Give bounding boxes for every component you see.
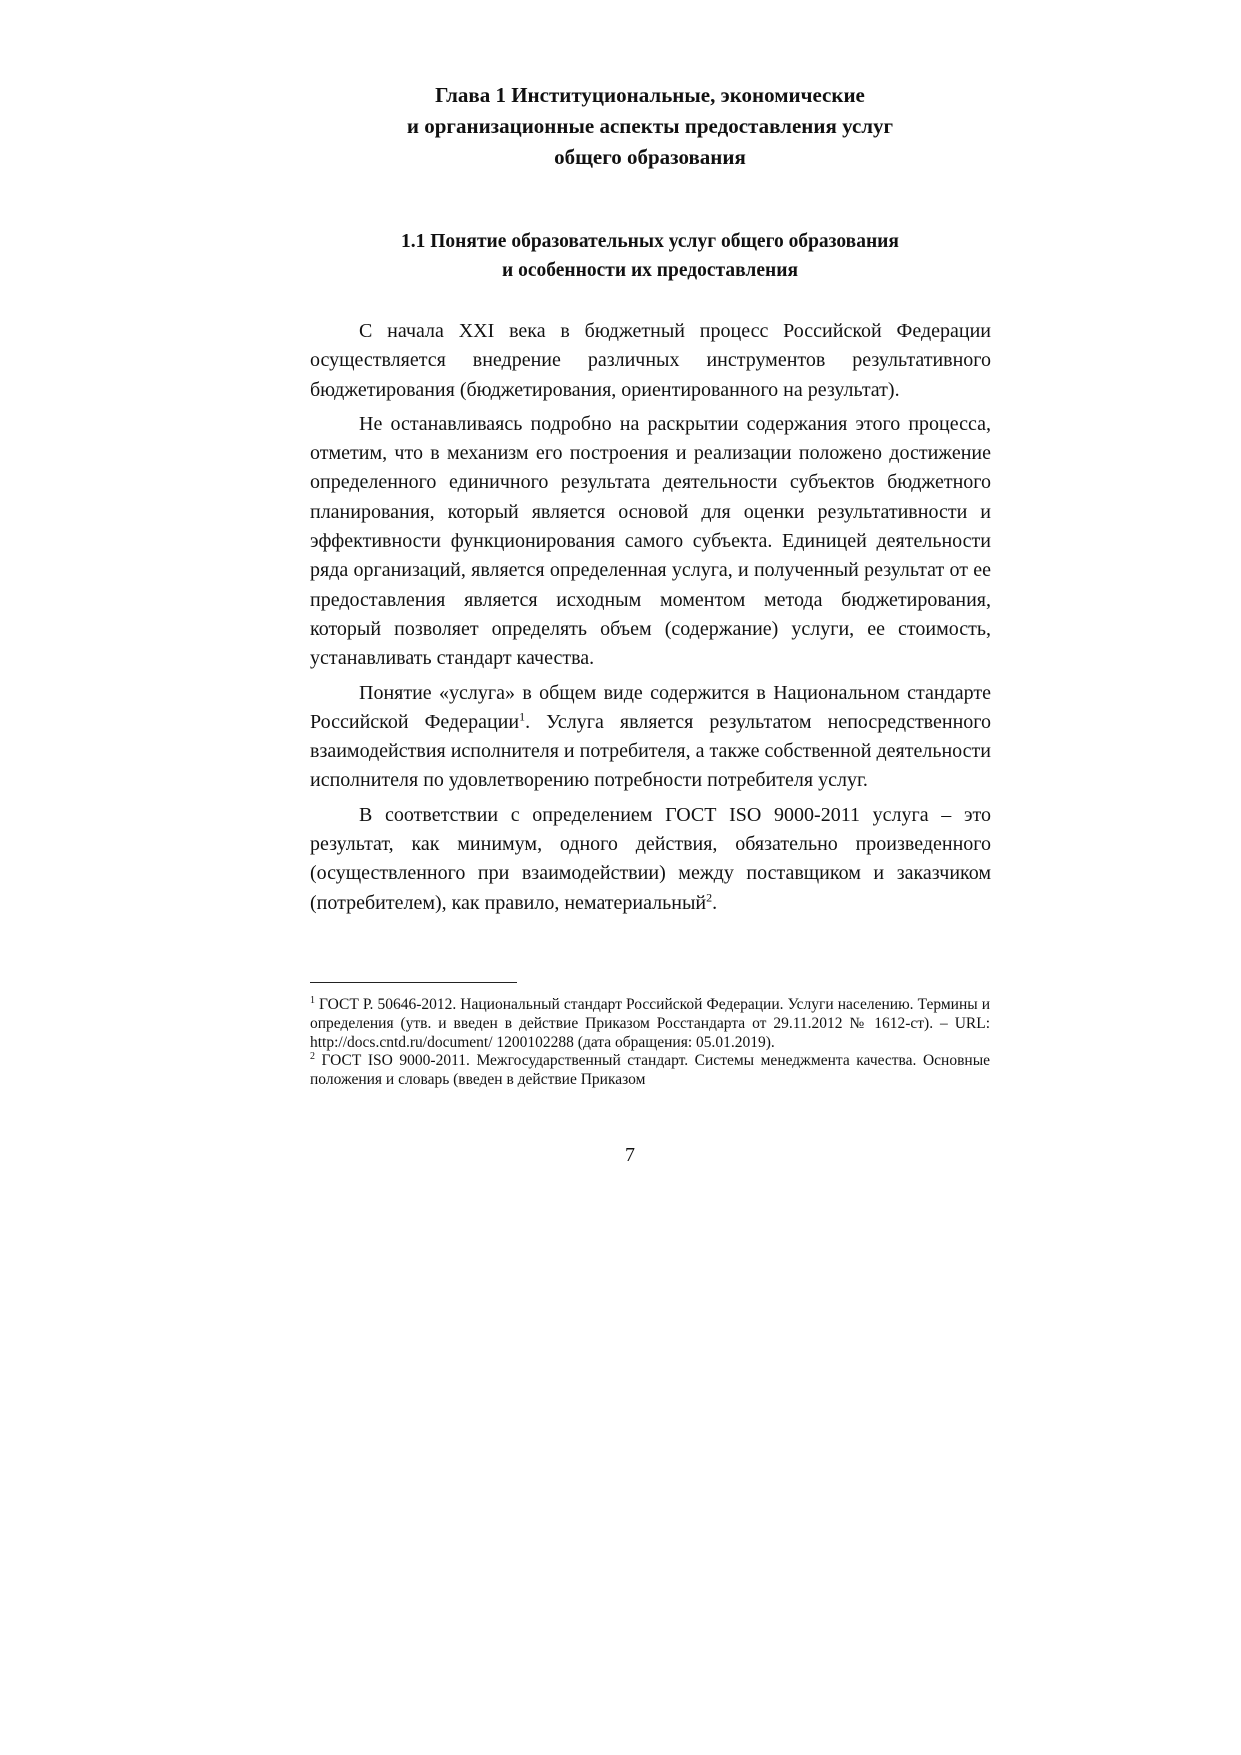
footnotes (310, 996, 990, 1090)
chapter-title-line: и организационные аспекты предоставления услуг (406, 114, 894, 138)
footnote-divider (310, 982, 517, 983)
footnote-text: ГОСТ Р. 50646-2012. Национальный стандарт Российской Федерации. Услуги населению. Термины и определения (утв. и введен в действие Приказом Росстандарта от 29.11.2012 № 1612-ст). – URL: http://docs.cntd.ru/document/ 1200102288 (дата обращения: 05.01.2019). (310, 996, 990, 1051)
paragraph-3-text-a: Понятие «услуга» в общем виде содержится в Национальном стандарте Российской Федерации (310, 681, 991, 733)
footnote-mark: 2 (310, 1051, 315, 1063)
page-number: 7 (625, 1144, 635, 1166)
footnote-ref-1[interactable]: 1 (519, 709, 526, 724)
paragraph-4 (310, 801, 991, 918)
footnote-mark: 1 (310, 994, 315, 1006)
paragraph-1: С начала XXI века в бюджетный процесс Российской Федерации осуществляется внедрение различных инструментов результативного бюджетирования (бюджетирования, ориентированного на результат). (310, 320, 991, 401)
paragraph-2: Не останавливаясь подробно на раскрытии содержания этого процесса, отметим, что в механизм его построения и реализации положено достижение определенного единичного результата деятельности субъектов бюджетного планирования, который является основой для оценки результативности и эффективности функционирования самого субъекта. Единицей деятельности ряда организаций, является определенная услуга, и полученный результат от ее предоставления является исходным моментом метода бюджетирования, который позволяет определять объем (содержание) услуги, ее стоимость, устанавливать стандарт качества. (310, 412, 991, 670)
footnote-1 (310, 996, 990, 1052)
footnote-text: ГОСТ ISO 9000-2011. Межгосударственный стандарт. Системы менеджмента качества. Основные положения и словарь (введен в действие Приказом (310, 1052, 990, 1089)
chapter-title-line: общего образования (554, 145, 746, 169)
paragraph-4-text-b: . (712, 891, 718, 914)
body-text (310, 317, 991, 923)
section-title (310, 227, 990, 285)
footnote-2 (310, 1052, 990, 1090)
section-title-line: 1.1 Понятие образовательных услуг общего образования (401, 231, 899, 252)
paragraph-3-text-b: . Услуга является результатом непосредственного взаимодействия исполнителя и потребителя, а также собственной деятельности исполнителя по удовлетворению потребности потребителя услуг. (310, 710, 991, 792)
chapter-title-line: Глава 1 Институциональные, экономические (435, 83, 865, 107)
paragraph-4-text-a: В соответствии с определением ГОСТ ISO 9000-2011 услуга – это результат, как минимум, одного действия, обязательно произведенного (осуществленного при взаимодействии) между поставщиком и заказчиком (потребителем), как правило, нематериальный (310, 803, 991, 914)
footnote-ref-2[interactable]: 2 (706, 889, 713, 904)
paragraph-3 (310, 679, 991, 796)
chapter-title (310, 80, 990, 173)
section-title-line: и особенности их предоставления (501, 260, 799, 281)
